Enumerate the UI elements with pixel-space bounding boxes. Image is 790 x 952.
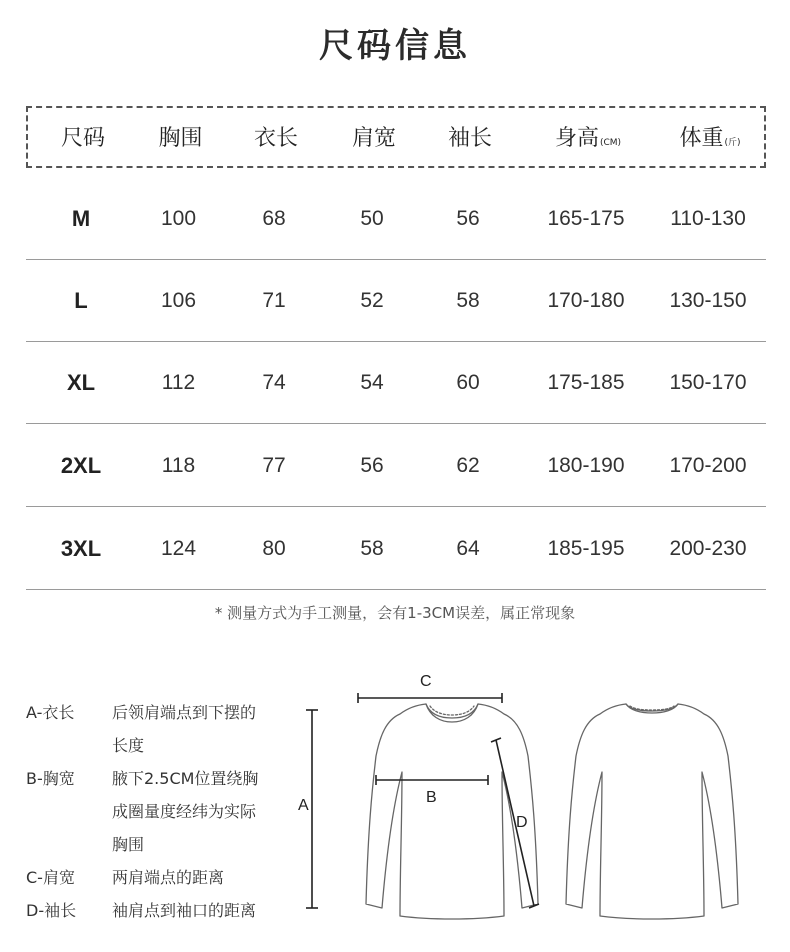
row-divider <box>26 423 766 424</box>
row-height: 185-195 <box>547 537 625 560</box>
page-title: 尺码信息 <box>319 26 471 66</box>
row-size: L <box>74 288 88 313</box>
legend-desc: 成圈量度经纬为实际 <box>112 802 257 821</box>
row-size: 2XL <box>60 453 102 478</box>
row-sleeve: 56 <box>456 207 480 230</box>
header-length: 衣长 <box>253 126 298 151</box>
row-height: 180-190 <box>547 454 625 477</box>
row-sleeve: 62 <box>456 454 480 477</box>
row-shoulder: 52 <box>360 289 384 312</box>
legend-desc: 胸围 <box>112 835 145 854</box>
row-chest: 106 <box>160 289 197 312</box>
row-sleeve: 64 <box>456 537 480 560</box>
sleeve-line-d <box>496 740 534 906</box>
row-length: 71 <box>262 289 286 312</box>
row-shoulder: 50 <box>360 207 384 230</box>
row-chest: 112 <box>161 371 196 394</box>
legend-desc: 两肩端点的距离 <box>112 868 225 887</box>
header-shoulder: 肩宽 <box>351 126 396 151</box>
row-size: 3XL <box>60 536 102 561</box>
table-row <box>26 425 766 507</box>
size-table-header <box>26 106 766 168</box>
row-shoulder: 56 <box>360 454 384 477</box>
row-divider <box>26 506 766 507</box>
row-length: 68 <box>262 207 286 230</box>
legend-desc: 后领肩端点到下摆的 <box>112 703 257 722</box>
label-b: B <box>426 789 437 806</box>
header-height: 身高(CM) <box>554 126 622 151</box>
row-length: 74 <box>262 371 286 394</box>
header-size: 尺码 <box>60 126 105 151</box>
row-weight: 130-150 <box>669 289 747 312</box>
row-weight: 110-130 <box>670 207 746 230</box>
row-chest: 118 <box>161 454 196 477</box>
table-row <box>26 260 766 342</box>
label-a: A <box>298 797 309 814</box>
row-shoulder: 58 <box>360 537 384 560</box>
row-height: 165-175 <box>547 207 625 230</box>
row-sleeve: 58 <box>456 289 480 312</box>
row-length: 80 <box>262 537 286 560</box>
row-size: XL <box>66 370 96 395</box>
legend-key: D-袖长 <box>26 901 77 920</box>
header-weight: 体重(斤) <box>679 126 741 151</box>
row-length: 77 <box>262 454 286 477</box>
table-row <box>26 178 766 260</box>
legend-key: C-肩宽 <box>26 868 75 887</box>
legend-key: B-胸宽 <box>26 769 75 788</box>
table-row <box>26 342 766 424</box>
table-row <box>26 508 766 590</box>
legend-desc: 袖肩点到袖口的距离 <box>112 901 257 920</box>
shirt-measurement-diagram <box>290 660 790 952</box>
row-chest: 124 <box>160 537 197 560</box>
legend-desc: 腋下2.5CM位置绕胸 <box>112 769 259 788</box>
row-weight: 170-200 <box>669 454 747 477</box>
legend-desc: 长度 <box>112 736 145 755</box>
row-weight: 150-170 <box>669 371 747 394</box>
row-shoulder: 54 <box>360 371 384 394</box>
header-sleeve: 袖长 <box>447 126 492 151</box>
back-shirt-icon <box>566 704 738 919</box>
row-height: 170-180 <box>547 289 625 312</box>
legend-key: A-衣长 <box>26 703 75 722</box>
label-d: D <box>516 814 528 831</box>
label-c: C <box>420 673 432 690</box>
measurement-note: * 测量方式为手工测量，会有1-3CM误差，属正常现象 <box>214 604 576 622</box>
row-divider <box>26 589 766 590</box>
row-chest: 100 <box>160 207 197 230</box>
header-chest: 胸围 <box>158 126 203 151</box>
row-size: M <box>71 206 91 231</box>
row-height: 175-185 <box>547 371 625 394</box>
row-weight: 200-230 <box>669 537 747 560</box>
row-sleeve: 60 <box>456 371 480 394</box>
